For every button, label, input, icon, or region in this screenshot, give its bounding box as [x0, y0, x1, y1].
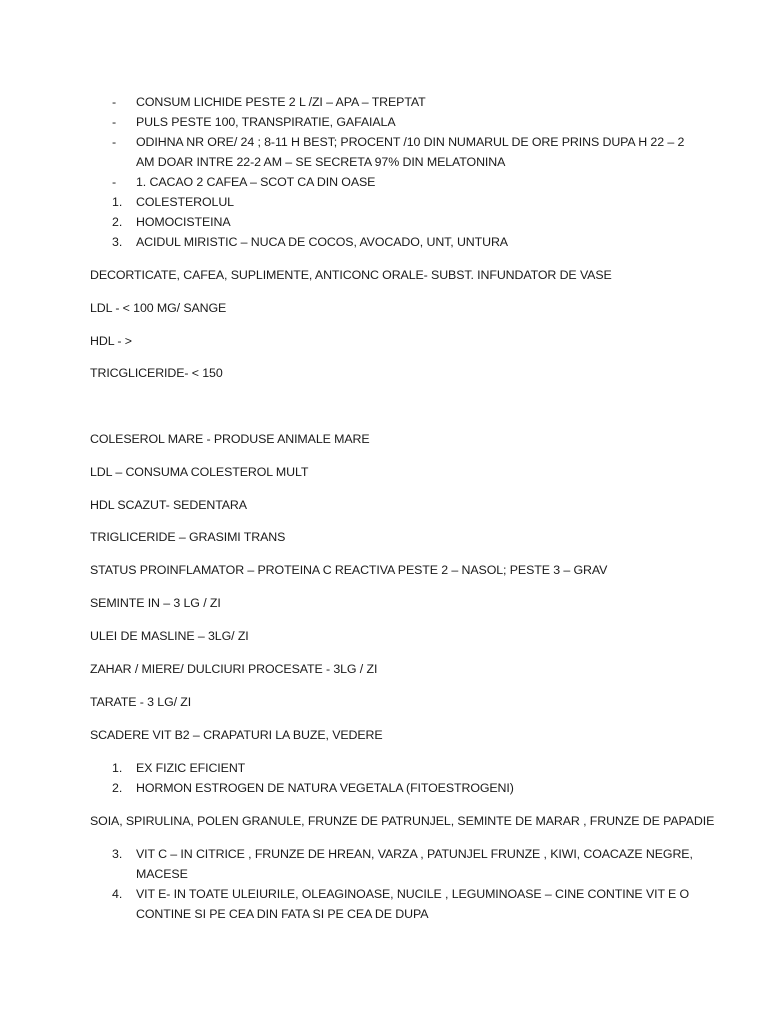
- list-marker: -: [112, 175, 117, 189]
- paragraph: LDL - < 100 MG/ SANGE: [90, 301, 227, 315]
- list-item-text: VIT C – IN CITRICE , FRUNZE DE HREAN, VARZA , PATUNJEL FRUNZE , KIWI, COACAZE NEGRE,: [136, 847, 693, 861]
- paragraph: SOIA, SPIRULINA, POLEN GRANULE, FRUNZE DE PATRUNJEL, SEMINTE DE MARAR , FRUNZE DE PAPADIE: [90, 814, 715, 828]
- list-marker: -: [112, 115, 117, 129]
- list-number: 3.: [112, 847, 123, 861]
- list-marker: -: [112, 95, 117, 109]
- list-item-text: AM DOAR INTRE 22-2 AM – SE SECRETA 97% DIN MELATONINA: [136, 155, 506, 169]
- paragraph: STATUS PROINFLAMATOR – PROTEINA C REACTIVA PESTE 2 – NASOL; PESTE 3 – GRAV: [90, 563, 608, 577]
- list-item-text: HORMON ESTROGEN DE NATURA VEGETALA (FITOESTROGENI): [136, 781, 514, 795]
- list-item-text: ACIDUL MIRISTIC – NUCA DE COCOS, AVOCADO, UNT, UNTURA: [136, 235, 508, 249]
- list-number: 1.: [112, 761, 123, 775]
- list-item-text: PULS PESTE 100, TRANSPIRATIE, GAFAIALA: [136, 115, 396, 129]
- list-item-text: 1. CACAO 2 CAFEA – SCOT CA DIN OASE: [136, 175, 376, 189]
- paragraph: LDL – CONSUMA COLESTEROL MULT: [90, 465, 309, 479]
- list-item-text: EX FIZIC EFICIENT: [136, 761, 246, 775]
- paragraph: TRICGLICERIDE- < 150: [90, 366, 223, 380]
- list-item-text: CONTINE SI PE CEA DIN FATA SI PE CEA DE DUPA: [136, 907, 429, 921]
- paragraph: COLESEROL MARE - PRODUSE ANIMALE MARE: [90, 432, 370, 446]
- paragraph: SEMINTE IN – 3 LG / ZI: [90, 596, 221, 610]
- paragraph: TARATE - 3 LG/ ZI: [90, 695, 192, 709]
- list-item-text: HOMOCISTEINA: [136, 215, 231, 229]
- list-item-text: VIT E- IN TOATE ULEIURILE, OLEAGINOASE, NUCILE , LEGUMINOASE – CINE CONTINE VIT E O: [136, 887, 690, 901]
- paragraph: HDL - >: [90, 334, 132, 348]
- paragraph: HDL SCAZUT- SEDENTARA: [90, 498, 247, 512]
- list-number: 2.: [112, 215, 123, 229]
- paragraph: TRIGLICERIDE – GRASIMI TRANS: [90, 530, 286, 544]
- list-item-text: CONSUM LICHIDE PESTE 2 L /ZI – APA – TREPTAT: [136, 95, 426, 109]
- paragraph: ZAHAR / MIERE/ DULCIURI PROCESATE - 3LG / ZI: [90, 662, 378, 676]
- list-item-text: ODIHNA NR ORE/ 24 ; 8-11 H BEST; PROCENT /10 DIN NUMARUL DE ORE PRINS DUPA H 22 – 2: [136, 135, 685, 149]
- list-item-text: MACESE: [136, 867, 188, 881]
- list-number: 3.: [112, 235, 123, 249]
- paragraph: SCADERE VIT B2 – CRAPATURI LA BUZE, VEDERE: [90, 728, 383, 742]
- list-number: 2.: [112, 781, 123, 795]
- list-marker: -: [112, 135, 117, 149]
- list-number: 4.: [112, 887, 123, 901]
- list-number: 1.: [112, 195, 123, 209]
- paragraph: DECORTICATE, CAFEA, SUPLIMENTE, ANTICONC ORALE- SUBST. INFUNDATOR DE VASE: [90, 268, 612, 282]
- paragraph: ULEI DE MASLINE – 3LG/ ZI: [90, 629, 249, 643]
- list-item-text: COLESTEROLUL: [136, 195, 234, 209]
